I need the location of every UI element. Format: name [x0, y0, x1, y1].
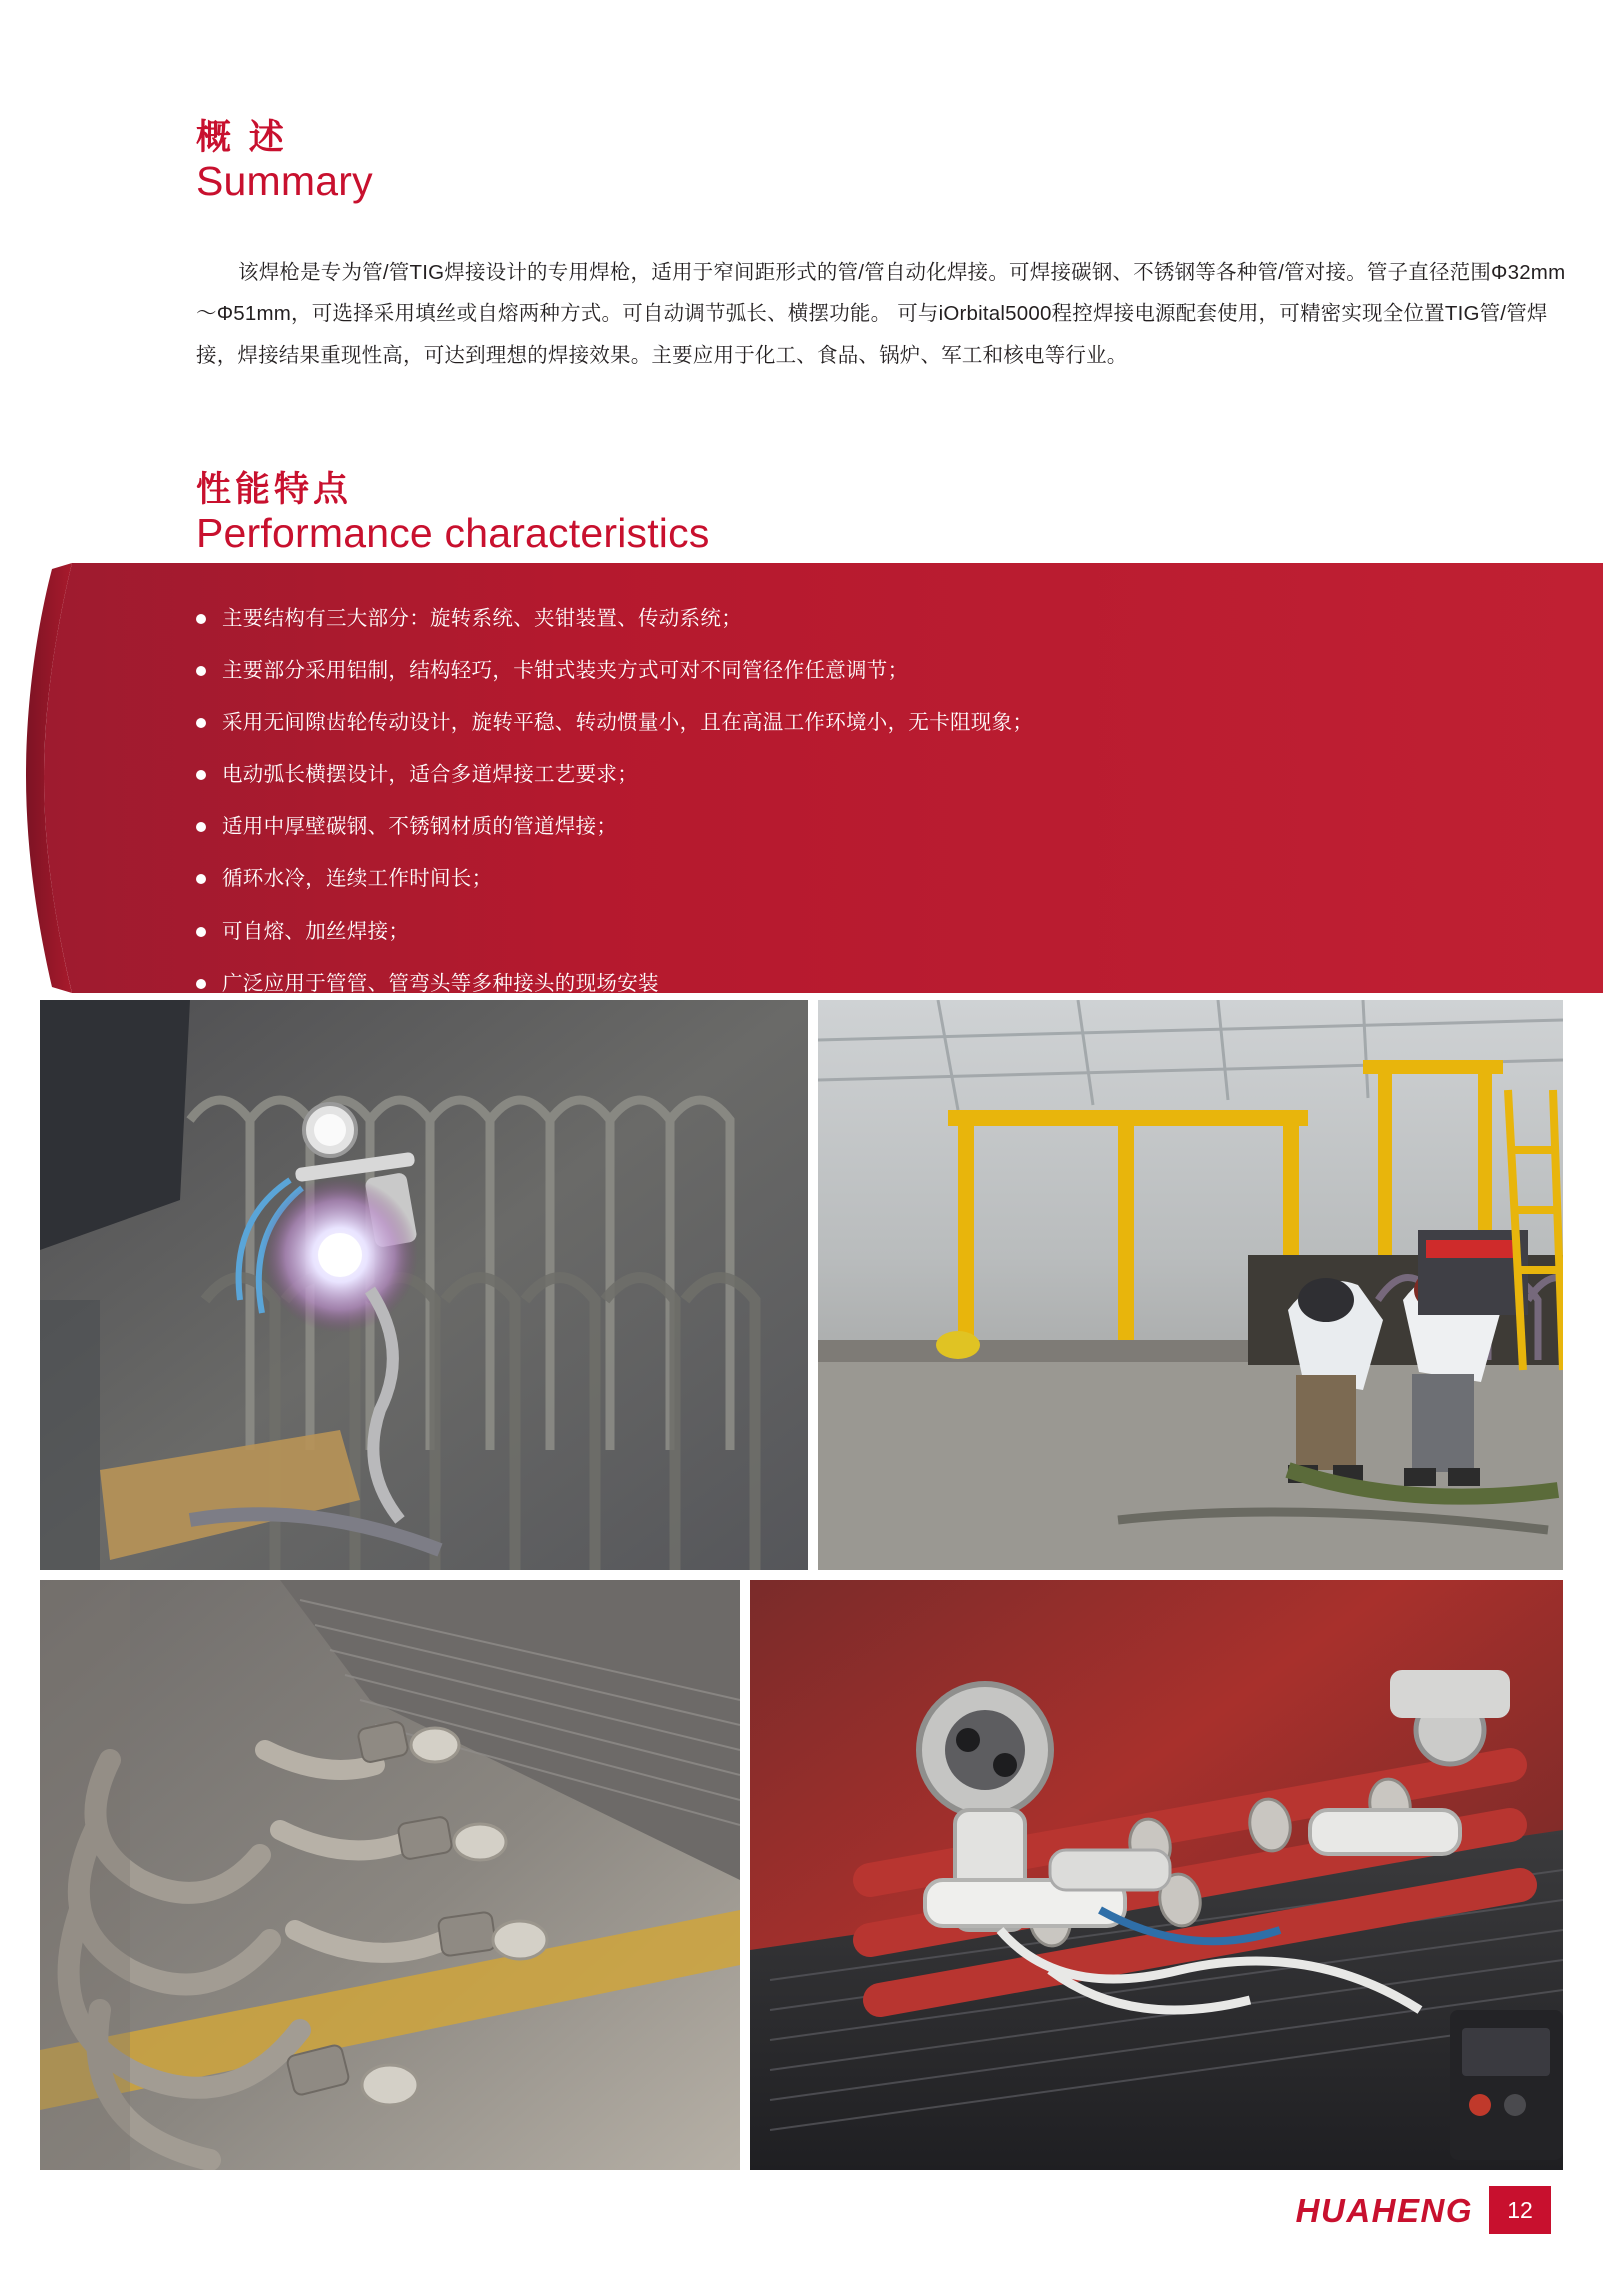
performance-title-en: Performance characteristics: [196, 510, 710, 557]
page-number: 12: [1489, 2186, 1551, 2234]
photo-tube-bends-close-up: [40, 1580, 740, 2170]
performance-title-cn: 性能特点: [196, 470, 353, 509]
list-item: [196, 659, 1543, 684]
list-item-label: 适用中厚壁碳钢、不锈钢材质的管道焊接；: [222, 815, 618, 839]
page-footer: [0, 2186, 1603, 2248]
summary-heading: [196, 118, 373, 205]
bullet-icon: [196, 822, 206, 832]
performance-feature-list: [196, 607, 1543, 1024]
bullet-icon: [196, 614, 206, 624]
list-item-label: 可自熔、加丝焊接；: [222, 919, 410, 943]
photo-workers-welding-in-workshop: [818, 1000, 1563, 1570]
list-item: [196, 711, 1543, 736]
bullet-icon: [196, 927, 206, 937]
list-item-label: 主要结构有三大部分：旋转系统、夹钳装置、传动系统；: [222, 607, 742, 630]
list-item-label: 采用无间隙齿轮传动设计，旋转平稳、转动惯量小，且在高温工作环境小，无卡阻现象；: [222, 711, 1034, 735]
photo-welding-torch-on-tube-bundle: [40, 1000, 808, 1570]
bullet-icon: [196, 770, 206, 780]
bullet-icon: [196, 874, 206, 884]
summary-title-en: Summary: [196, 158, 373, 205]
performance-banner: [0, 563, 1603, 993]
list-item: [196, 920, 1543, 945]
bullet-icon: [196, 666, 206, 676]
list-item: [196, 867, 1543, 892]
list-item: [196, 607, 1543, 632]
list-item-label: 电动弧长横摆设计，适合多道焊接工艺要求；: [222, 763, 638, 787]
summary-title-cn: 概 述: [196, 118, 288, 157]
list-item-label: 主要部分采用铝制，结构轻巧，卡钳式装夹方式可对不同管径作任意调节；: [222, 659, 909, 683]
list-item: [196, 815, 1543, 840]
list-item-label: 循环水冷，连续工作时间长；: [222, 867, 493, 891]
brand-logo: HUAHENG: [1295, 2192, 1473, 2229]
performance-heading: [196, 470, 710, 557]
summary-paragraph: 该焊枪是专为管/管TIG焊接设计的专用焊枪，适用于窄间距形式的管/管自动化焊接。可焊接碳钢、不锈钢等各种管/管对接。管子直径范围Φ32mm～Φ51mm，可选择采用填丝或自熔两种方式。可自动调节弧长、横摆功能。 可与iOrbital5000程控焊接电源配套使用，可精密实现全位置TIG管/管焊接，焊接结果重现性高，可达到理想的焊接效果。主要应用于化工、食品、锅炉、军工和核电等行业。: [196, 261, 1566, 367]
bullet-icon: [196, 718, 206, 728]
list-item-label: 广泛应用于管管、管弯头等多种接头的现场安装: [222, 971, 659, 995]
bullet-icon: [196, 979, 206, 989]
list-item: [196, 972, 1543, 997]
list-item: [196, 763, 1543, 788]
photo-orbital-welding-heads-on-red-panel: [750, 1580, 1563, 2170]
